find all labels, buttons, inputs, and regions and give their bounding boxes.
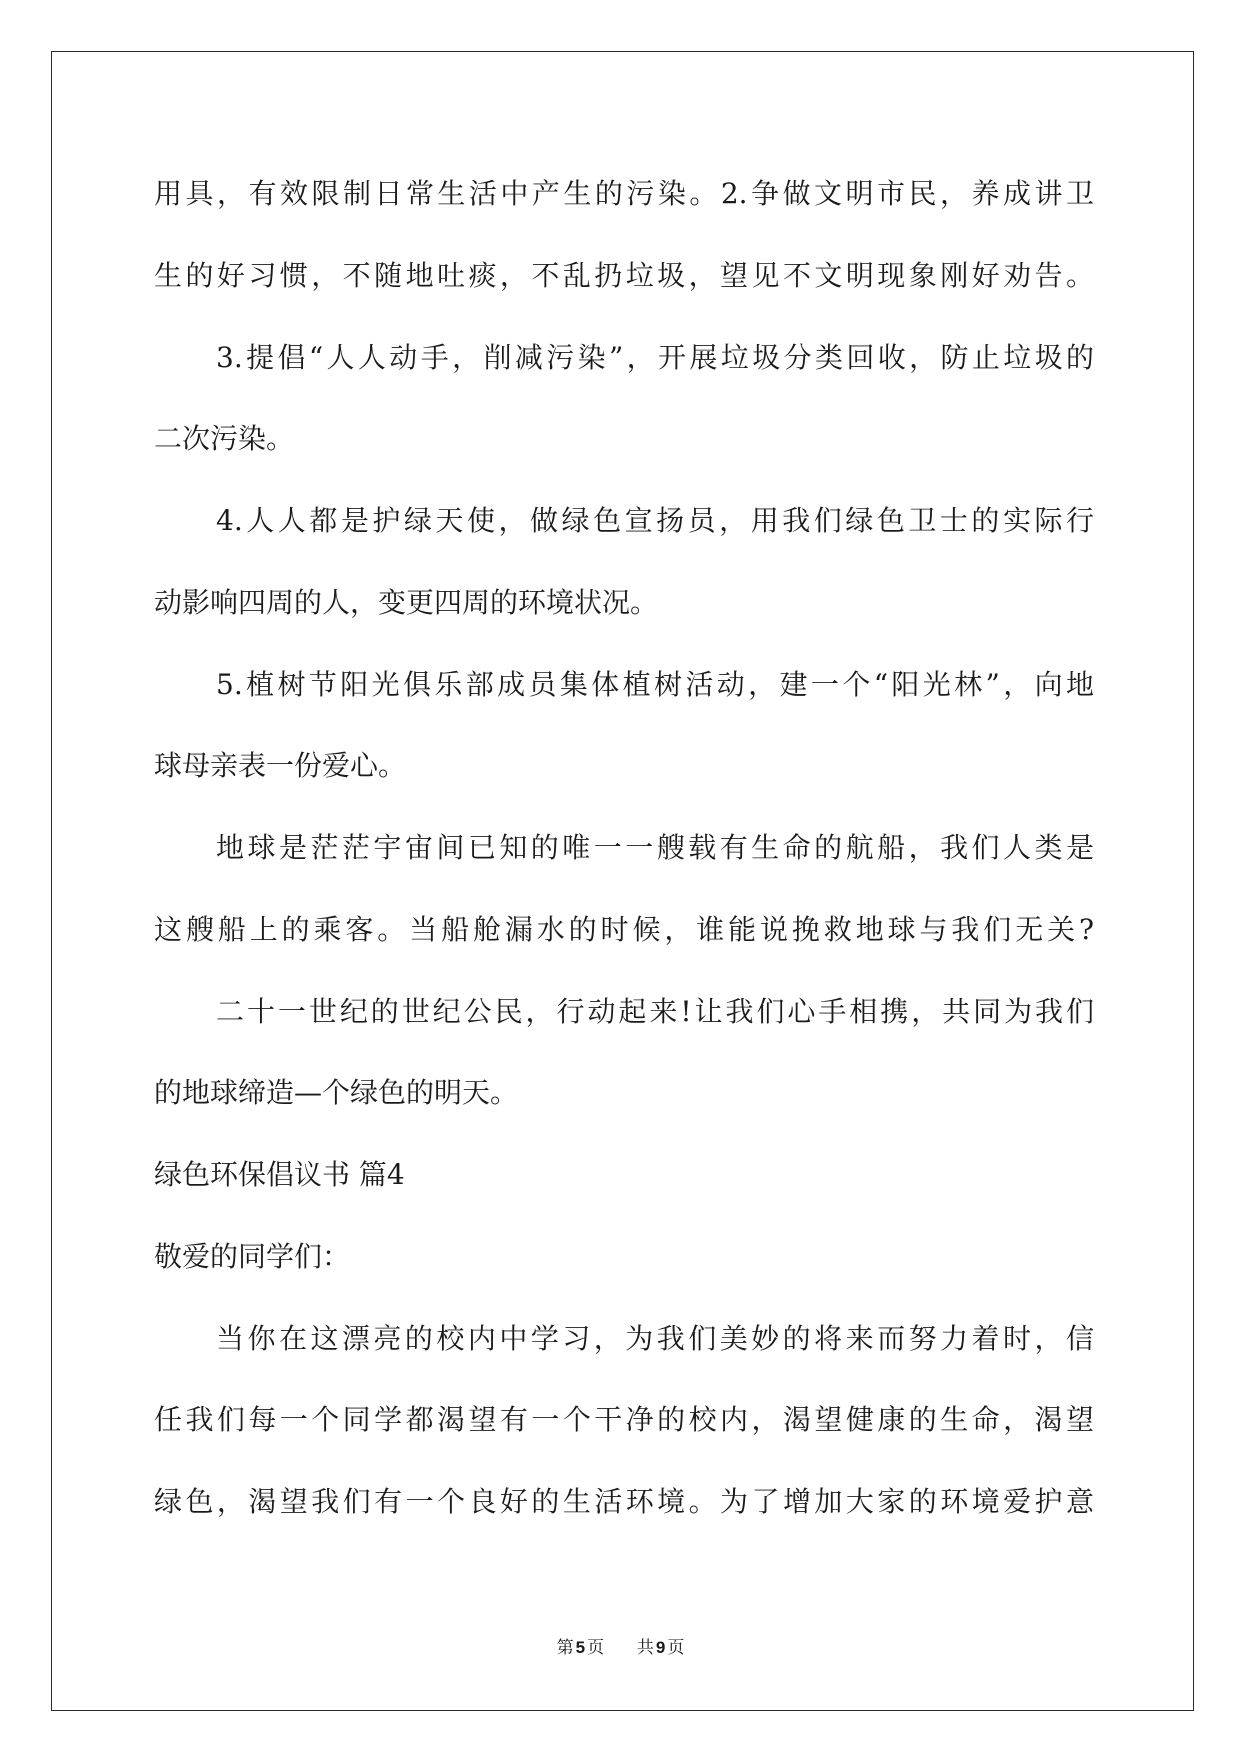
section-heading: 绿色环保倡议书 篇4	[154, 1158, 405, 1191]
text-line: 二次污染。	[154, 422, 295, 456]
text-line: 的地球缔造—个绿色的明天。	[154, 1076, 519, 1110]
total-pages-label	[637, 1638, 684, 1658]
text-line: 当你在这漂亮的校内中学习，为我们美妙的将来而努力着时，信	[216, 1321, 1094, 1355]
page-prefix: 第	[556, 1638, 574, 1658]
total-prefix: 共	[636, 1638, 654, 1658]
text-line: 地球是茫茫宇宙间已知的唯一一艘载有生命的航船，我们人类是	[216, 831, 1094, 864]
paragraph	[154, 807, 1094, 971]
text-line: 生的好习惯，不随地吐痰，不乱扔垃圾，望见不文明现象刚好劝告。	[154, 258, 1094, 292]
text-line: 5.植树节阳光俱乐部成员集体植树活动，建一个“阳光林”，向地	[216, 667, 1094, 701]
total-pages: 9	[655, 1638, 666, 1657]
page-number-label	[557, 1638, 610, 1658]
paragraph	[154, 644, 1094, 808]
text-line: 3.提倡“人人动手，削减污染”，开展垃圾分类回收，防止垃圾的	[216, 340, 1094, 374]
paragraph	[154, 317, 1094, 481]
paragraph	[154, 1298, 1094, 1543]
salutation: 敬爱的同学们：	[154, 1239, 351, 1273]
page-number: 5	[575, 1638, 586, 1657]
document-body	[154, 153, 1094, 1543]
text-line: 4.人人都是护绿天使，做绿色宣扬员，用我们绿色卫士的实际行	[216, 504, 1094, 537]
text-line: 动影响四周的人，变更四周的环境状况。	[154, 585, 659, 619]
text-line: 这艘船上的乘客。当船舱漏水的时候，谁能说挽救地球与我们无关?	[154, 912, 1094, 946]
text-line: 球母亲表一份爱心。	[154, 749, 407, 783]
page-suffix: 页	[587, 1638, 605, 1658]
paragraph	[154, 480, 1094, 644]
text-line: 二十一世纪的世纪公民，行动起来!让我们心手相携，共同为我们	[216, 994, 1094, 1028]
paragraph	[154, 153, 1094, 317]
paragraph	[154, 971, 1094, 1135]
page-footer	[0, 1636, 1241, 1660]
text-line: 绿色，渴望我们有一个良好的生活环境。为了增加大家的环境爱护意	[154, 1485, 1094, 1518]
total-suffix: 页	[667, 1638, 685, 1658]
text-line: 任我们每一个同学都渴望有一个干净的校内，渴望健康的生命，渴望	[154, 1403, 1094, 1437]
text-line: 用具，有效限制日常生活中产生的污染。2.争做文明市民，养成讲卫	[154, 177, 1094, 210]
